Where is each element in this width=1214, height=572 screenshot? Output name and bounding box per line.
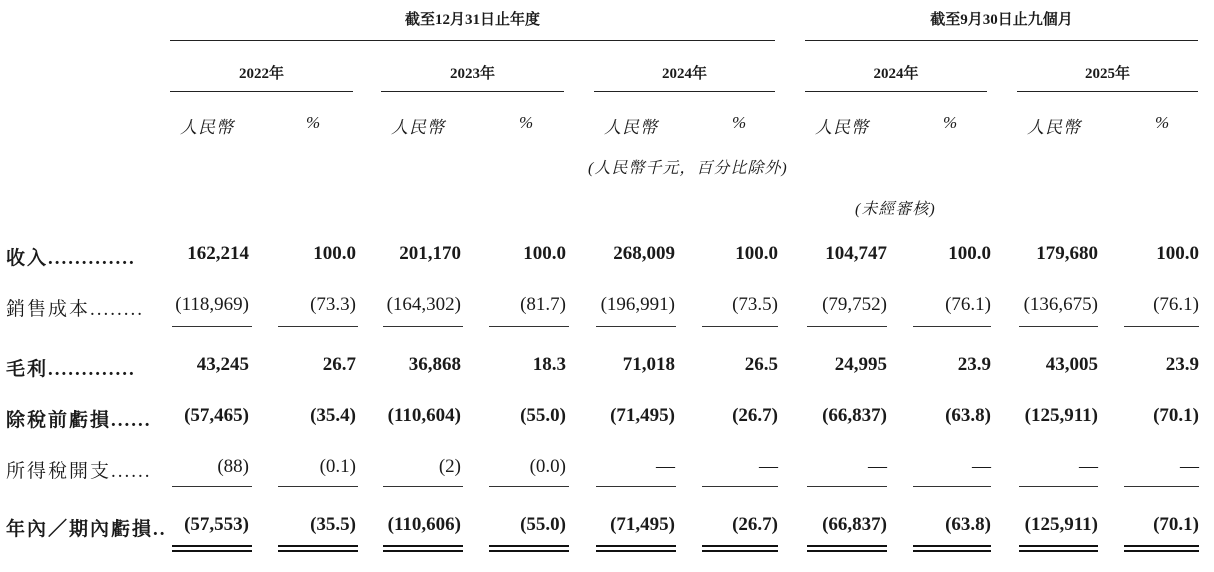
cell-gross-profit-amount: 43,245 — [196, 354, 249, 375]
period-rule-nine-months — [805, 40, 1198, 41]
subtotal-rule — [278, 326, 358, 327]
year-header-2022: 2022年 — [238, 66, 284, 82]
subtotal-rule — [172, 486, 252, 487]
subtotal-rule — [596, 326, 676, 327]
percent-label: % — [732, 113, 748, 132]
currency-label: 人民幣 — [180, 118, 234, 137]
cell-loss-for-period-amount: (66,837) — [822, 514, 887, 535]
cell-revenue-percent: 100.0 — [523, 243, 566, 264]
year-rule-2024 — [594, 91, 775, 92]
year-rule-2024-nine-months — [805, 91, 987, 92]
cell-cost-of-sales-amount: (79,752) — [822, 294, 887, 315]
percent-label: % — [943, 113, 959, 132]
year-header-2024-nine-months: 2024年 — [873, 66, 919, 82]
cell-gross-profit-amount: 43,005 — [1045, 354, 1098, 375]
cell-gross-profit-percent: 18.3 — [532, 354, 566, 375]
cell-loss-for-period-percent: (55.0) — [520, 514, 566, 535]
currency-label: 人民幣 — [604, 118, 658, 137]
cell-income-tax-expense-percent: — — [972, 456, 991, 477]
cell-revenue-amount: 179,680 — [1036, 243, 1098, 264]
leader-dots: ............. — [48, 248, 136, 269]
currency-label: 人民幣 — [1027, 118, 1081, 137]
total-double-rule — [913, 545, 991, 552]
row-label-revenue — [6, 243, 164, 270]
cell-revenue-percent: 100.0 — [313, 243, 356, 264]
cell-loss-for-period-percent: (35.5) — [310, 514, 356, 535]
total-double-rule — [1124, 545, 1199, 552]
cell-cost-of-sales-percent: (76.1) — [945, 294, 991, 315]
subtotal-rule — [807, 486, 887, 487]
leader-dots: ...... — [111, 461, 152, 482]
cell-loss-for-period-amount: (71,495) — [610, 514, 675, 535]
cell-cost-of-sales-percent: (73.5) — [732, 294, 778, 315]
period-rule-year-ended — [170, 40, 775, 41]
cell-income-tax-expense-percent: (0.0) — [529, 456, 566, 477]
cell-loss-before-tax-percent: (70.1) — [1153, 405, 1199, 426]
cell-income-tax-expense-amount: (88) — [217, 456, 249, 477]
subtotal-rule — [489, 486, 569, 487]
cell-loss-for-period-amount: (110,606) — [387, 514, 461, 535]
cell-cost-of-sales-amount: (136,675) — [1023, 294, 1098, 315]
subtotal-rule — [278, 486, 358, 487]
units-note: (人民幣千元，百分比除外) — [588, 160, 788, 177]
row-label-text: 年內／期內虧損 — [6, 519, 154, 540]
leader-dots: ............. — [48, 359, 136, 380]
cell-income-tax-expense-percent: — — [759, 456, 778, 477]
row-label-text: 所得稅開支 — [6, 461, 112, 482]
subtotal-rule — [1124, 486, 1199, 487]
year-rule-2025 — [1017, 91, 1198, 92]
cell-revenue-amount: 104,747 — [825, 243, 887, 264]
cell-gross-profit-amount: 71,018 — [622, 354, 675, 375]
cell-gross-profit-percent: 26.7 — [322, 354, 356, 375]
cell-gross-profit-percent: 23.9 — [957, 354, 991, 375]
subtotal-rule — [702, 486, 778, 487]
row-label-text: 收入 — [6, 248, 49, 269]
cell-revenue-percent: 100.0 — [1156, 243, 1199, 264]
subtotal-rule — [172, 326, 252, 327]
cell-revenue-amount: 268,009 — [613, 243, 675, 264]
total-double-rule — [383, 545, 463, 552]
row-label-gross-profit — [6, 354, 164, 381]
subtotal-rule — [596, 486, 676, 487]
percent-label: % — [1155, 113, 1171, 132]
cell-revenue-amount: 201,170 — [399, 243, 461, 264]
cell-loss-before-tax-percent: (35.4) — [310, 405, 356, 426]
cell-loss-for-period-percent: (63.8) — [945, 514, 991, 535]
year-rule-2022 — [170, 91, 353, 92]
cell-cost-of-sales-percent: (81.7) — [520, 294, 566, 315]
year-header-2024: 2024年 — [661, 66, 707, 82]
subtotal-rule — [383, 486, 463, 487]
total-double-rule — [489, 545, 569, 552]
subtotal-rule — [383, 326, 463, 327]
cell-revenue-amount: 162,214 — [187, 243, 249, 264]
subtotal-rule — [1019, 486, 1098, 487]
subtotal-rule — [913, 486, 991, 487]
cell-income-tax-expense-percent: — — [1180, 456, 1199, 477]
row-label-text: 銷售成本 — [6, 299, 91, 320]
year-header-2023: 2023年 — [449, 66, 495, 82]
cell-revenue-percent: 100.0 — [735, 243, 778, 264]
total-double-rule — [807, 545, 887, 552]
cell-loss-for-period-percent: (70.1) — [1153, 514, 1199, 535]
currency-label: 人民幣 — [391, 118, 445, 137]
period-header-nine-months: 截至9月30日止九個月 — [930, 12, 1073, 28]
cell-loss-before-tax-percent: (26.7) — [732, 405, 778, 426]
cell-income-tax-expense-amount: — — [868, 456, 887, 477]
cell-gross-profit-percent: 23.9 — [1165, 354, 1199, 375]
cell-loss-before-tax-percent: (55.0) — [520, 405, 566, 426]
cell-loss-before-tax-amount: (110,604) — [387, 405, 461, 426]
cell-gross-profit-amount: 24,995 — [834, 354, 887, 375]
leader-dots: ...... — [111, 410, 152, 431]
cell-income-tax-expense-amount: (2) — [438, 456, 461, 477]
percent-label: % — [519, 113, 535, 132]
row-label-loss-before-tax — [6, 405, 164, 432]
cell-income-tax-expense-amount: — — [656, 456, 675, 477]
subtotal-rule — [1019, 326, 1098, 327]
percent-label: % — [306, 113, 322, 132]
leader-dots: .. — [153, 519, 167, 540]
cell-cost-of-sales-amount: (118,969) — [175, 294, 249, 315]
cell-cost-of-sales-percent: (73.3) — [310, 294, 356, 315]
cell-loss-before-tax-amount: (125,911) — [1024, 405, 1098, 426]
cell-cost-of-sales-percent: (76.1) — [1153, 294, 1199, 315]
cell-loss-before-tax-amount: (66,837) — [822, 405, 887, 426]
year-rule-2023 — [381, 91, 564, 92]
cell-cost-of-sales-amount: (196,991) — [600, 294, 675, 315]
cell-income-tax-expense-amount: — — [1079, 456, 1098, 477]
leader-dots: ........ — [90, 299, 145, 320]
cell-loss-for-period-percent: (26.7) — [732, 514, 778, 535]
total-double-rule — [278, 545, 358, 552]
row-label-loss-for-period — [6, 514, 167, 541]
cell-cost-of-sales-amount: (164,302) — [386, 294, 461, 315]
cell-loss-for-period-amount: (125,911) — [1024, 514, 1098, 535]
cell-gross-profit-percent: 26.5 — [744, 354, 778, 375]
cell-loss-before-tax-percent: (63.8) — [945, 405, 991, 426]
period-header-year-ended: 截至12月31日止年度 — [404, 12, 540, 28]
cell-loss-for-period-amount: (57,553) — [184, 514, 249, 535]
total-double-rule — [702, 545, 778, 552]
cell-revenue-percent: 100.0 — [948, 243, 991, 264]
cell-income-tax-expense-percent: (0.1) — [319, 456, 356, 477]
subtotal-rule — [702, 326, 778, 327]
cell-loss-before-tax-amount: (71,495) — [610, 405, 675, 426]
row-label-cost-of-sales — [6, 294, 164, 321]
unaudited-note: (未經審核) — [855, 201, 936, 218]
currency-label: 人民幣 — [815, 118, 869, 137]
total-double-rule — [596, 545, 676, 552]
cell-loss-before-tax-amount: (57,465) — [184, 405, 249, 426]
year-header-2025: 2025年 — [1084, 66, 1130, 82]
subtotal-rule — [489, 326, 569, 327]
cell-gross-profit-amount: 36,868 — [408, 354, 461, 375]
row-label-text: 毛利 — [6, 359, 49, 380]
subtotal-rule — [807, 326, 887, 327]
total-double-rule — [172, 545, 252, 552]
row-label-text: 除稅前虧損 — [6, 410, 112, 431]
total-double-rule — [1019, 545, 1098, 552]
subtotal-rule — [913, 326, 991, 327]
subtotal-rule — [1124, 326, 1199, 327]
row-label-income-tax-expense — [6, 456, 164, 483]
